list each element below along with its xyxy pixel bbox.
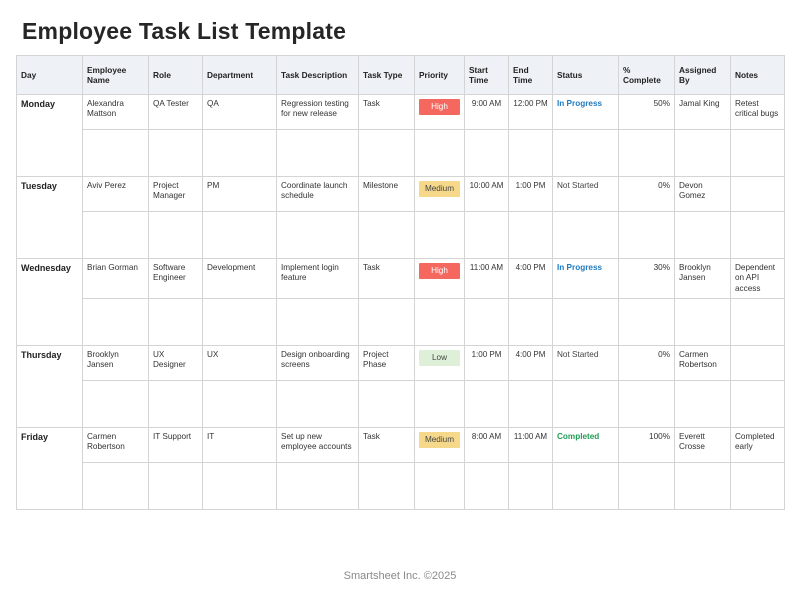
cell-status	[553, 95, 619, 130]
cell-priority	[415, 259, 465, 299]
cell-blank	[675, 462, 731, 509]
cell-end-time: 12:00 PM	[509, 95, 553, 130]
cell-blank	[509, 380, 553, 427]
column-header-task-type: Task Type	[359, 56, 415, 95]
table-row-blank[interactable]	[17, 212, 785, 259]
cell-status	[553, 345, 619, 380]
cell-day: Friday	[17, 427, 83, 509]
cell-blank	[465, 462, 509, 509]
cell-department: IT	[203, 427, 277, 462]
cell-department: QA	[203, 95, 277, 130]
cell-blank	[731, 130, 785, 177]
cell-blank	[619, 130, 675, 177]
cell-blank	[359, 462, 415, 509]
cell-priority	[415, 345, 465, 380]
cell-task-type: Task	[359, 259, 415, 299]
table-row[interactable]	[17, 427, 785, 462]
cell-percent-complete: 0%	[619, 345, 675, 380]
column-header-start-time: Start Time	[465, 56, 509, 95]
status-badge: Completed	[557, 431, 600, 441]
cell-blank	[203, 130, 277, 177]
cell-blank	[731, 462, 785, 509]
status-badge: In Progress	[557, 99, 603, 108]
cell-blank	[83, 298, 149, 345]
cell-status	[553, 177, 619, 212]
column-header-assigned-by: Assigned By	[675, 56, 731, 95]
cell-task-description: Regression testing for new release	[277, 95, 359, 130]
cell-blank	[675, 212, 731, 259]
cell-blank	[553, 212, 619, 259]
status-badge: Not Started	[557, 181, 599, 190]
cell-department: UX	[203, 345, 277, 380]
cell-employee-name: Alexandra Mattson	[83, 95, 149, 130]
table-row-blank[interactable]	[17, 462, 785, 509]
cell-blank	[415, 212, 465, 259]
cell-start-time: 10:00 AM	[465, 177, 509, 212]
column-header-percent-complete: % Complete	[619, 56, 675, 95]
cell-employee-name: Brooklyn Jansen	[83, 345, 149, 380]
cell-priority	[415, 177, 465, 212]
priority-badge: High	[419, 263, 460, 279]
cell-start-time: 9:00 AM	[465, 95, 509, 130]
cell-end-time: 4:00 PM	[509, 259, 553, 299]
header-row	[17, 56, 785, 95]
cell-day: Tuesday	[17, 177, 83, 259]
cell-end-time: 1:00 PM	[509, 177, 553, 212]
cell-task-description: Implement login feature	[277, 259, 359, 299]
cell-blank	[203, 462, 277, 509]
cell-blank	[277, 212, 359, 259]
task-table	[16, 55, 785, 510]
table-row-blank[interactable]	[17, 130, 785, 177]
cell-blank	[619, 212, 675, 259]
cell-blank	[675, 298, 731, 345]
cell-task-description: Coordinate launch schedule	[277, 177, 359, 212]
column-header-status: Status	[553, 56, 619, 95]
table-row[interactable]	[17, 345, 785, 380]
column-header-employee-name: Employee Name	[83, 56, 149, 95]
cell-task-description: Set up new employee accounts	[277, 427, 359, 462]
cell-blank	[415, 130, 465, 177]
cell-role: Project Manager	[149, 177, 203, 212]
cell-notes: Retest critical bugs	[731, 95, 785, 130]
cell-blank	[509, 462, 553, 509]
cell-blank	[277, 298, 359, 345]
cell-blank	[415, 298, 465, 345]
column-header-notes: Notes	[731, 56, 785, 95]
cell-blank	[149, 212, 203, 259]
cell-notes: Completed early	[731, 427, 785, 462]
cell-task-type: Task	[359, 427, 415, 462]
cell-blank	[675, 130, 731, 177]
footer-credit: Smartsheet Inc. ©2025	[343, 570, 457, 582]
cell-day: Thursday	[17, 345, 83, 427]
cell-blank	[83, 462, 149, 509]
cell-day: Monday	[17, 95, 83, 177]
status-badge: Not Started	[557, 349, 599, 359]
cell-employee-name: Aviv Perez	[83, 177, 149, 212]
cell-task-type: Project Phase	[359, 345, 415, 380]
cell-blank	[149, 462, 203, 509]
cell-blank	[415, 380, 465, 427]
cell-blank	[553, 380, 619, 427]
cell-blank	[277, 380, 359, 427]
cell-assigned-by: Jamal King	[675, 95, 731, 130]
cell-blank	[553, 298, 619, 345]
cell-start-time: 1:00 PM	[465, 345, 509, 380]
cell-blank	[149, 380, 203, 427]
column-header-role: Role	[149, 56, 203, 95]
cell-blank	[465, 212, 509, 259]
cell-blank	[509, 212, 553, 259]
cell-role: QA Tester	[149, 95, 203, 130]
priority-badge: Low	[419, 350, 460, 366]
column-header-priority: Priority	[415, 56, 465, 95]
priority-badge: High	[419, 99, 460, 115]
cell-percent-complete: 30%	[619, 259, 675, 299]
column-header-end-time: End Time	[509, 56, 553, 95]
cell-priority	[415, 427, 465, 462]
cell-blank	[149, 298, 203, 345]
cell-blank	[675, 380, 731, 427]
cell-task-type: Task	[359, 95, 415, 130]
table-row-blank[interactable]	[17, 380, 785, 427]
cell-status	[553, 259, 619, 299]
cell-priority	[415, 95, 465, 130]
cell-blank	[359, 380, 415, 427]
cell-blank	[465, 380, 509, 427]
table-header	[17, 56, 785, 95]
cell-blank	[731, 298, 785, 345]
status-badge: In Progress	[557, 263, 603, 272]
column-header-department: Department	[203, 56, 277, 95]
cell-blank	[359, 130, 415, 177]
cell-blank	[203, 212, 277, 259]
table-row-blank[interactable]	[17, 298, 785, 345]
cell-blank	[203, 298, 277, 345]
cell-blank	[465, 298, 509, 345]
cell-blank	[83, 380, 149, 427]
page-title: Employee Task List Template	[22, 18, 347, 44]
cell-percent-complete: 100%	[619, 427, 675, 462]
cell-blank	[731, 380, 785, 427]
table-row[interactable]	[17, 95, 785, 130]
column-header-day: Day	[17, 56, 83, 95]
cell-blank	[509, 298, 553, 345]
cell-blank	[415, 462, 465, 509]
cell-blank	[619, 462, 675, 509]
cell-blank	[619, 298, 675, 345]
table-row[interactable]	[17, 177, 785, 212]
cell-employee-name: Carmen Robertson	[83, 427, 149, 462]
cell-start-time: 11:00 AM	[465, 259, 509, 299]
cell-blank	[83, 212, 149, 259]
cell-employee-name: Brian Gorman	[83, 259, 149, 299]
cell-department: Development	[203, 259, 277, 299]
cell-status	[553, 427, 619, 462]
cell-department: PM	[203, 177, 277, 212]
cell-notes: Dependent on API access	[731, 259, 785, 299]
cell-blank	[83, 130, 149, 177]
cell-blank	[465, 130, 509, 177]
cell-blank	[149, 130, 203, 177]
cell-role: Software Engineer	[149, 259, 203, 299]
cell-assigned-by: Carmen Robertson	[675, 345, 731, 380]
cell-percent-complete: 50%	[619, 95, 675, 130]
column-header-task-description: Task Description	[277, 56, 359, 95]
cell-blank	[553, 462, 619, 509]
cell-end-time: 4:00 PM	[509, 345, 553, 380]
table-body	[17, 95, 785, 510]
cell-assigned-by: Brooklyn Jansen	[675, 259, 731, 299]
cell-blank	[277, 462, 359, 509]
cell-day: Wednesday	[17, 259, 83, 346]
cell-role: IT Support	[149, 427, 203, 462]
table-row[interactable]	[17, 259, 785, 299]
cell-notes	[731, 177, 785, 212]
cell-assigned-by: Everett Crosse	[675, 427, 731, 462]
cell-blank	[203, 380, 277, 427]
cell-percent-complete: 0%	[619, 177, 675, 212]
cell-blank	[553, 130, 619, 177]
cell-blank	[359, 212, 415, 259]
priority-badge: Medium	[419, 432, 460, 448]
cell-task-type: Milestone	[359, 177, 415, 212]
cell-blank	[619, 380, 675, 427]
cell-start-time: 8:00 AM	[465, 427, 509, 462]
cell-blank	[277, 130, 359, 177]
cell-task-description: Design onboarding screens	[277, 345, 359, 380]
cell-blank	[359, 298, 415, 345]
cell-blank	[731, 212, 785, 259]
priority-badge: Medium	[419, 181, 460, 197]
cell-blank	[509, 130, 553, 177]
cell-notes	[731, 345, 785, 380]
cell-assigned-by: Devon Gomez	[675, 177, 731, 212]
cell-role: UX Designer	[149, 345, 203, 380]
cell-end-time: 11:00 AM	[509, 427, 553, 462]
